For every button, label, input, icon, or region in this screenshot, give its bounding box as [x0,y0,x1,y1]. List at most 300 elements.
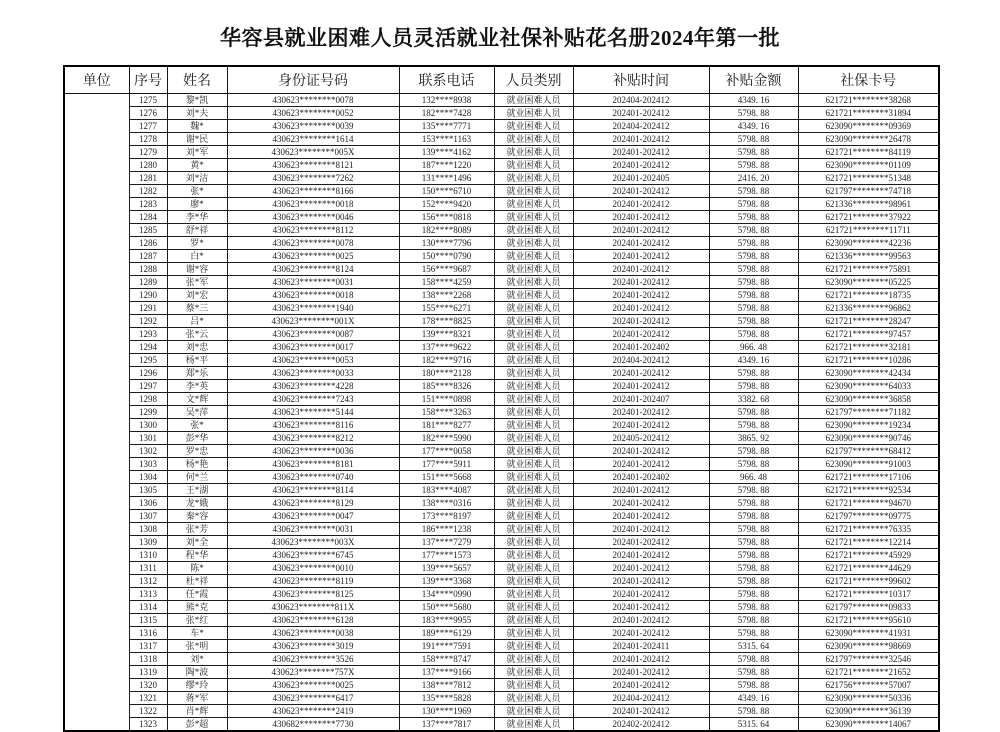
cell-period: 202401-202405 [573,172,709,185]
table-row [64,289,939,302]
table-row [64,354,939,367]
table-row [64,393,939,406]
table-row [64,341,939,354]
cell-name: 罗* [167,237,227,250]
cell-period: 202405-202412 [573,432,709,445]
cell-phone: 181****8277 [399,419,494,432]
cell-name: 舒*祥 [167,224,227,237]
cell-phone: 130****1969 [399,705,494,718]
cell-card-number: 621797********74718 [798,185,939,198]
cell-amount: 4349. 16 [709,120,798,133]
cell-phone: 155****6271 [399,302,494,315]
table-row [64,198,939,211]
cell-phone: 132****8938 [399,94,494,107]
cell-card-number: 623090********14067 [798,718,939,732]
cell-card-number: 621721********31894 [798,107,939,120]
cell-id-number: 430623********8116 [227,419,399,432]
table-row [64,328,939,341]
cell-category: 就业困难人员 [494,666,573,679]
table-row [64,523,939,536]
cell-amount: 5798. 88 [709,458,798,471]
cell-name: 陶*波 [167,666,227,679]
cell-phone: 177****0058 [399,445,494,458]
column-header-amount: 补贴金额 [709,66,798,94]
cell-card-number: 623090********19234 [798,419,939,432]
cell-serial: 1282 [129,185,167,198]
cell-amount: 4349. 16 [709,354,798,367]
cell-amount: 5798. 88 [709,367,798,380]
cell-name: 罗*忠 [167,445,227,458]
table-row [64,419,939,432]
cell-card-number: 621797********32546 [798,653,939,666]
cell-amount: 5798. 88 [709,536,798,549]
cell-id-number: 430623********8112 [227,224,399,237]
cell-category: 就业困难人员 [494,601,573,614]
cell-category: 就业困难人员 [494,718,573,732]
cell-id-number: 430623********0018 [227,289,399,302]
cell-category: 就业困难人员 [494,614,573,627]
cell-card-number: 621721********11711 [798,224,939,237]
cell-amount: 966. 48 [709,471,798,484]
cell-category: 就业困难人员 [494,380,573,393]
table-row [64,510,939,523]
cell-phone: 151****5668 [399,471,494,484]
cell-category: 就业困难人员 [494,653,573,666]
cell-phone: 182****8089 [399,224,494,237]
cell-serial: 1320 [129,679,167,692]
cell-period: 202401-202407 [573,393,709,406]
cell-period: 202401-202412 [573,263,709,276]
cell-name: 熊*克 [167,601,227,614]
cell-card-number: 623090********98669 [798,640,939,653]
cell-amount: 5798. 88 [709,679,798,692]
cell-id-number: 430623********0025 [227,679,399,692]
cell-period: 202404-202412 [573,94,709,107]
cell-period: 202404-202412 [573,120,709,133]
cell-name: 黎*凯 [167,94,227,107]
cell-period: 202401-202411 [573,640,709,653]
cell-amount: 5798. 88 [709,575,798,588]
cell-card-number: 623090********90746 [798,432,939,445]
cell-serial: 1296 [129,367,167,380]
cell-card-number: 621797********68412 [798,445,939,458]
cell-card-number: 621336********98961 [798,198,939,211]
cell-id-number: 430623********0046 [227,211,399,224]
cell-period: 202401-202412 [573,198,709,211]
cell-serial: 1278 [129,133,167,146]
cell-serial: 1288 [129,263,167,276]
cell-id-number: 430623********8129 [227,497,399,510]
cell-name: 程*华 [167,549,227,562]
cell-amount: 5798. 88 [709,198,798,211]
cell-period: 202401-202402 [573,341,709,354]
cell-category: 就业困难人员 [494,588,573,601]
table-row [64,601,939,614]
cell-amount: 5798. 88 [709,497,798,510]
cell-name: 缪*玲 [167,679,227,692]
cell-name: 谢*民 [167,133,227,146]
cell-id-number: 430623********0031 [227,276,399,289]
cell-category: 就业困难人员 [494,302,573,315]
cell-id-number: 430623********005X [227,146,399,159]
cell-phone: 183****4087 [399,484,494,497]
cell-serial: 1309 [129,536,167,549]
table-row [64,211,939,224]
cell-phone: 158****8747 [399,653,494,666]
cell-card-number: 621721********12214 [798,536,939,549]
cell-amount: 5798. 88 [709,107,798,120]
cell-name: 张*云 [167,328,227,341]
cell-id-number: 430623********0038 [227,627,399,640]
cell-period: 202401-202412 [573,211,709,224]
cell-serial: 1306 [129,497,167,510]
cell-period: 202401-202412 [573,705,709,718]
cell-serial: 1303 [129,458,167,471]
column-header-period: 补贴时间 [573,66,709,94]
cell-name: 黄* [167,159,227,172]
table-row [64,679,939,692]
cell-name: 刘*夫 [167,107,227,120]
cell-phone: 139****5657 [399,562,494,575]
cell-serial: 1322 [129,705,167,718]
cell-category: 就业困难人员 [494,367,573,380]
cell-name: 张*军 [167,276,227,289]
cell-category: 就业困难人员 [494,432,573,445]
cell-name: 张* [167,185,227,198]
cell-card-number: 621721********99602 [798,575,939,588]
cell-amount: 5798. 88 [709,523,798,536]
cell-card-number: 621797********09833 [798,601,939,614]
cell-serial: 1295 [129,354,167,367]
cell-period: 202401-202412 [573,666,709,679]
cell-id-number: 430623********6128 [227,614,399,627]
cell-period: 202401-202412 [573,302,709,315]
table-row [64,627,939,640]
cell-card-number: 623090********91003 [798,458,939,471]
cell-period: 202401-202412 [573,679,709,692]
cell-card-number: 621721********45929 [798,549,939,562]
cell-id-number: 430623********811X [227,601,399,614]
page-title: 华容县就业困难人员灵活就业社保补贴花名册2024年第一批 [220,26,780,50]
cell-period: 202401-202412 [573,458,709,471]
cell-amount: 3382. 68 [709,393,798,406]
cell-id-number: 430623********1940 [227,302,399,315]
cell-phone: 139****4162 [399,146,494,159]
table-row [64,263,939,276]
column-header-phone: 联系电话 [399,66,494,94]
table-row [64,172,939,185]
cell-period: 202401-202412 [573,328,709,341]
table-row [64,484,939,497]
cell-serial: 1318 [129,653,167,666]
cell-phone: 151****0898 [399,393,494,406]
table-row [64,250,939,263]
cell-amount: 966. 48 [709,341,798,354]
cell-phone: 150****5680 [399,601,494,614]
cell-category: 就业困难人员 [494,471,573,484]
cell-name: 张* [167,419,227,432]
cell-card-number: 621797********09775 [798,510,939,523]
cell-phone: 138****2268 [399,289,494,302]
cell-serial: 1281 [129,172,167,185]
cell-category: 就业困难人员 [494,107,573,120]
cell-category: 就业困难人员 [494,523,573,536]
cell-phone: 158****4259 [399,276,494,289]
cell-id-number: 430623********5144 [227,406,399,419]
cell-id-number: 430623********0078 [227,237,399,250]
table-row [64,640,939,653]
cell-card-number: 621721********28247 [798,315,939,328]
table-row [64,367,939,380]
table-row [64,445,939,458]
table-row [64,614,939,627]
cell-name: 刘* [167,653,227,666]
cell-category: 就业困难人员 [494,315,573,328]
cell-name: 魏* [167,120,227,133]
cell-amount: 2416. 20 [709,172,798,185]
table-row [64,666,939,679]
cell-name: 陈* [167,562,227,575]
cell-phone: 173****8197 [399,510,494,523]
cell-serial: 1275 [129,94,167,107]
cell-category: 就业困难人员 [494,549,573,562]
cell-category: 就业困难人员 [494,198,573,211]
cell-category: 就业困难人员 [494,458,573,471]
cell-name: 刘*宏 [167,289,227,302]
cell-id-number: 430623********3526 [227,653,399,666]
cell-period: 202401-202412 [573,367,709,380]
cell-amount: 5798. 88 [709,328,798,341]
table-header-row [64,66,939,94]
cell-phone: 156****0818 [399,211,494,224]
table-row [64,562,939,575]
cell-serial: 1279 [129,146,167,159]
cell-period: 202404-202412 [573,692,709,705]
cell-amount: 5798. 88 [709,224,798,237]
cell-amount: 5798. 88 [709,133,798,146]
cell-card-number: 621721********92534 [798,484,939,497]
table-row [64,692,939,705]
cell-category: 就业困难人员 [494,497,573,510]
cell-phone: 156****9687 [399,263,494,276]
cell-category: 就业困难人员 [494,211,573,224]
table-row [64,705,939,718]
cell-card-number: 621721********18735 [798,289,939,302]
cell-serial: 1299 [129,406,167,419]
cell-id-number: 430623********001X [227,315,399,328]
cell-name: 郑*乐 [167,367,227,380]
cell-serial: 1310 [129,549,167,562]
table-row [64,406,939,419]
cell-card-number: 623090********36139 [798,705,939,718]
column-header-category: 人员类别 [494,66,573,94]
cell-phone: 137****9622 [399,341,494,354]
cell-amount: 5798. 88 [709,315,798,328]
cell-category: 就业困难人员 [494,679,573,692]
table-row [64,588,939,601]
cell-name: 彭*华 [167,432,227,445]
cell-amount: 5798. 88 [709,627,798,640]
table-row [64,536,939,549]
cell-name: 任*霞 [167,588,227,601]
table-row [64,471,939,484]
cell-amount: 5798. 88 [709,263,798,276]
cell-id-number: 430623********0039 [227,120,399,133]
cell-name: 张*红 [167,614,227,627]
cell-phone: 182****5990 [399,432,494,445]
cell-id-number: 430623********003X [227,536,399,549]
cell-period: 202401-202412 [573,276,709,289]
cell-period: 202401-202412 [573,627,709,640]
table-row [64,107,939,120]
cell-id-number: 430623********0740 [227,471,399,484]
cell-id-number: 430623********0078 [227,94,399,107]
cell-category: 就业困难人员 [494,562,573,575]
cell-serial: 1276 [129,107,167,120]
cell-name: 车* [167,627,227,640]
cell-card-number: 621721********94670 [798,497,939,510]
cell-card-number: 621721********51348 [798,172,939,185]
cell-category: 就业困难人员 [494,692,573,705]
cell-amount: 5315. 64 [709,640,798,653]
cell-name: 文*辉 [167,393,227,406]
cell-amount: 5798. 88 [709,601,798,614]
cell-id-number: 430623********2419 [227,705,399,718]
cell-phone: 137****7817 [399,718,494,732]
cell-name: 杨*平 [167,354,227,367]
table-row [64,653,939,666]
cell-phone: 135****5828 [399,692,494,705]
cell-amount: 5798. 88 [709,289,798,302]
cell-period: 202401-202412 [573,614,709,627]
cell-phone: 187****1220 [399,159,494,172]
cell-card-number: 621756********57007 [798,679,939,692]
cell-card-number: 621336********99563 [798,250,939,263]
column-header-id-number: 身份证号码 [227,66,399,94]
cell-id-number: 430623********0087 [227,328,399,341]
cell-period: 202401-202412 [573,510,709,523]
cell-card-number: 623090********50336 [798,692,939,705]
cell-id-number: 430623********8181 [227,458,399,471]
cell-period: 202401-202412 [573,419,709,432]
cell-category: 就业困难人员 [494,224,573,237]
cell-category: 就业困难人员 [494,640,573,653]
cell-card-number: 621721********75891 [798,263,939,276]
cell-card-number: 621721********21652 [798,666,939,679]
cell-name: 廖* [167,198,227,211]
cell-phone: 137****9166 [399,666,494,679]
cell-name: 蒋*军 [167,692,227,705]
cell-serial: 1286 [129,237,167,250]
cell-period: 202401-202412 [573,497,709,510]
cell-name: 刘*忠 [167,341,227,354]
cell-amount: 5798. 88 [709,510,798,523]
cell-amount: 5798. 88 [709,211,798,224]
cell-id-number: 430623********0053 [227,354,399,367]
column-header-name: 姓名 [167,66,227,94]
cell-card-number: 621721********95610 [798,614,939,627]
cell-amount: 5798. 88 [709,588,798,601]
cell-serial: 1293 [129,328,167,341]
cell-card-number: 621721********97457 [798,328,939,341]
cell-id-number: 430623********8125 [227,588,399,601]
cell-id-number: 430623********0010 [227,562,399,575]
cell-name: 李*华 [167,211,227,224]
cell-name: 蔡*三 [167,302,227,315]
cell-amount: 3865. 92 [709,432,798,445]
cell-category: 就业困难人员 [494,445,573,458]
cell-serial: 1316 [129,627,167,640]
table-row [64,549,939,562]
cell-serial: 1314 [129,601,167,614]
cell-card-number: 621721********76335 [798,523,939,536]
cell-card-number: 621721********17106 [798,471,939,484]
cell-category: 就业困难人员 [494,263,573,276]
cell-amount: 5798. 88 [709,146,798,159]
cell-id-number: 430623********8212 [227,432,399,445]
table-row [64,133,939,146]
cell-card-number: 621721********37922 [798,211,939,224]
cell-phone: 150****6710 [399,185,494,198]
cell-serial: 1317 [129,640,167,653]
cell-serial: 1277 [129,120,167,133]
cell-category: 就业困难人员 [494,406,573,419]
cell-serial: 1298 [129,393,167,406]
cell-period: 202401-202412 [573,601,709,614]
cell-period: 202401-202412 [573,445,709,458]
cell-amount: 5798. 88 [709,185,798,198]
cell-serial: 1300 [129,419,167,432]
cell-amount: 5798. 88 [709,549,798,562]
cell-card-number: 621721********44629 [798,562,939,575]
cell-amount: 5798. 88 [709,406,798,419]
cell-amount: 5798. 88 [709,614,798,627]
cell-period: 202401-202412 [573,146,709,159]
cell-serial: 1307 [129,510,167,523]
cell-name: 刘*全 [167,536,227,549]
table-row [64,276,939,289]
table-row [64,302,939,315]
cell-phone: 158****3263 [399,406,494,419]
cell-serial: 1301 [129,432,167,445]
cell-id-number: 430623********0017 [227,341,399,354]
cell-serial: 1304 [129,471,167,484]
cell-amount: 5798. 88 [709,666,798,679]
cell-serial: 1291 [129,302,167,315]
cell-phone: 139****3368 [399,575,494,588]
table-row [64,718,939,732]
cell-card-number: 621721********84119 [798,146,939,159]
table-row [64,575,939,588]
cell-phone: 189****6129 [399,627,494,640]
cell-card-number: 621797********71182 [798,406,939,419]
table-row [64,146,939,159]
cell-serial: 1311 [129,562,167,575]
cell-amount: 5798. 88 [709,484,798,497]
cell-period: 202401-202412 [573,575,709,588]
cell-amount: 5315. 64 [709,718,798,732]
cell-id-number: 430623********0033 [227,367,399,380]
cell-amount: 4349. 16 [709,94,798,107]
cell-id-number: 430623********8166 [227,185,399,198]
cell-phone: 180****2128 [399,367,494,380]
column-header-unit: 单位 [64,66,129,94]
cell-phone: 186****1238 [399,523,494,536]
cell-card-number: 623090********42434 [798,367,939,380]
cell-id-number: 430623********6417 [227,692,399,705]
cell-serial: 1292 [129,315,167,328]
cell-amount: 5798. 88 [709,159,798,172]
